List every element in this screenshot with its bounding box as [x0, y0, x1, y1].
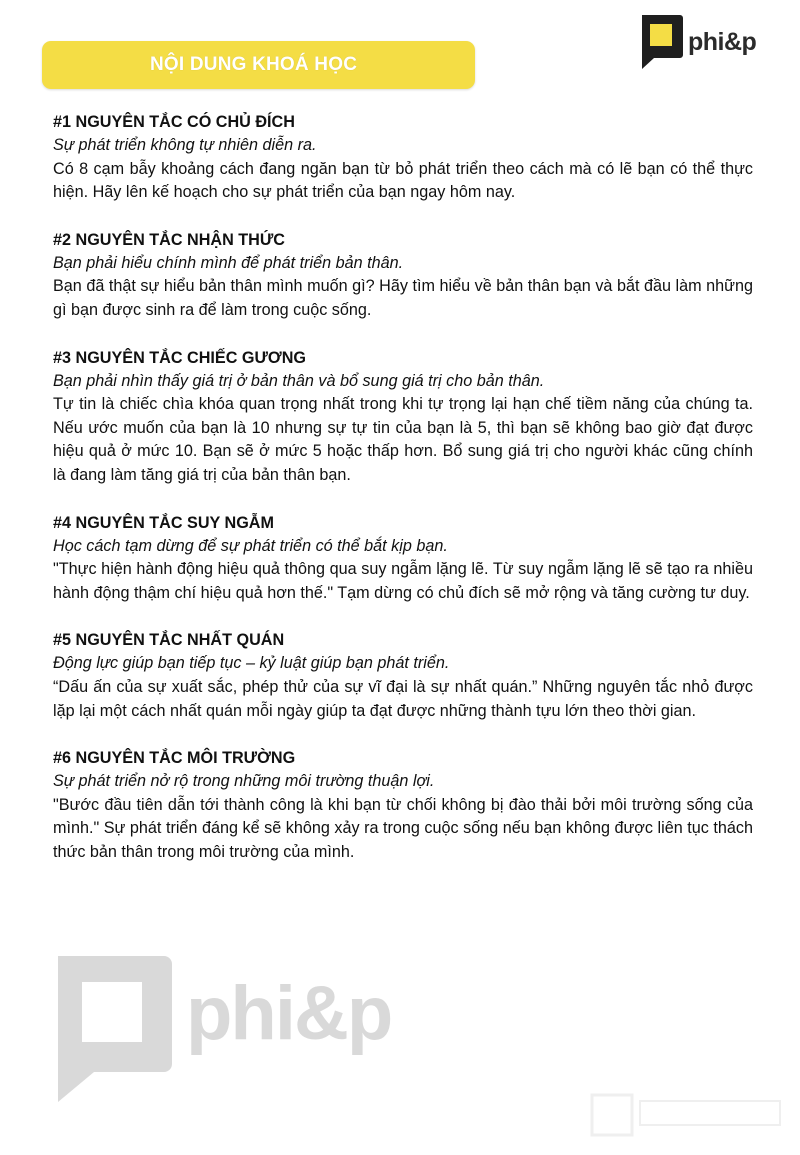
- principle-subtitle: Sự phát triển không tự nhiên diễn ra.: [53, 136, 317, 154]
- principle-subtitle: Học cách tạm dừng để sự phát triển có thể bắt kịp bạn.: [53, 536, 448, 555]
- principle-section: [53, 346, 753, 488]
- principle-section: [53, 511, 753, 606]
- principle-subtitle: Bạn phải hiểu chính mình để phát triển bản thân.: [53, 253, 404, 272]
- principle-body: Có 8 cạm bẫy khoảng cách đang ngăn bạn từ bỏ phát triển theo cách mà có lẽ bạn có thể thực hiện. Hãy lên kế hoạch cho sự phát triển của bạn ngay hôm nay.: [53, 159, 753, 202]
- principle-subtitle: Sự phát triển nở rộ trong những môi trường thuận lợi.: [53, 772, 435, 791]
- principle-heading: #3 NGUYÊN TẮC CHIẾC GƯƠNG: [53, 348, 306, 367]
- principle-heading: #6 NGUYÊN TẮC MÔI TRƯỜNG: [53, 749, 296, 768]
- principle-section: [53, 110, 753, 205]
- principle-section: [53, 628, 753, 723]
- principle-heading: #2 NGUYÊN TẮC NHẬN THỨC: [53, 230, 285, 249]
- brand-watermark: [48, 952, 391, 1104]
- speech-square-icon: [638, 13, 684, 71]
- principle-body: "Thực hiện hành động hiệu quả thông qua suy ngẫm lặng lẽ. Từ suy ngẫm lặng lẽ sẽ tạo ra nhiều hành động thậm chí hiệu quả hơn thế." Tạm dừng có chủ đích sẽ mở rộng và tăng cường tư duy.: [53, 560, 753, 602]
- principle-heading: #5 NGUYÊN TẮC NHẤT QUÁN: [53, 631, 285, 650]
- principle-body: “Dấu ấn của sự xuất sắc, phép thử của sự vĩ đại là sự nhất quán.” Những nguyên tắc nhỏ được lặp lại một cách nhất quán mỗi ngày giúp ta đạt được những thành tựu lớn theo thời gian.: [53, 677, 753, 720]
- watermark-text: phi&p: [186, 970, 392, 1056]
- speech-square-icon: [48, 952, 176, 1104]
- banner-title: NỘI DUNG KHOÁ HỌC: [150, 54, 358, 75]
- principle-heading: #4 NGUYÊN TẮC SUY NGẪM: [53, 513, 274, 532]
- principle-section: [53, 746, 753, 864]
- logo-text: phi&p: [688, 27, 757, 56]
- principle-body: Bạn đã thật sự hiểu bản thân mình muốn gì? Hãy tìm hiểu về bản thân bạn và bắt đầu làm những gì bạn được sinh ra để làm trong cuộc sống.: [53, 277, 753, 319]
- faint-watermark-mark: [590, 1093, 790, 1143]
- principle-body: "Bước đầu tiên dẫn tới thành công là khi bạn từ chối không bị đào thải bởi môi trường sống của mình." Sự phát triển đáng kể sẽ không xảy ra trong cuộc sống nếu bạn không được liên tục thách thức bản thân trong môi trường của mình.: [53, 795, 753, 861]
- principle-subtitle: Bạn phải nhìn thấy giá trị ở bản thân và bổ sung giá trị cho bản thân.: [53, 371, 545, 390]
- brand-logo: [638, 13, 756, 71]
- principle-section: [53, 228, 753, 323]
- course-content-banner: [42, 41, 475, 89]
- course-content: [53, 110, 753, 887]
- principle-heading: #1 NGUYÊN TẮC CÓ CHỦ ĐÍCH: [53, 113, 295, 131]
- principle-body: Tự tin là chiếc chìa khóa quan trọng nhất trong khi tự trọng lại hạn chế tiềm năng của chúng ta. Nếu ước muốn của bạn là 10 nhưng sự tự tin của bạn là 5, thì bạn sẽ không bao giờ đạt được hiệu quả ở mức 10. Bạn sẽ ở mức 5 hoặc thấp hơn. Bổ sung giá trị cho người khác cũng chính là đang làm tăng giá trị của bản thân bạn.: [53, 395, 753, 484]
- principle-subtitle: Động lực giúp bạn tiếp tục – kỷ luật giúp bạn phát triển.: [53, 654, 450, 673]
